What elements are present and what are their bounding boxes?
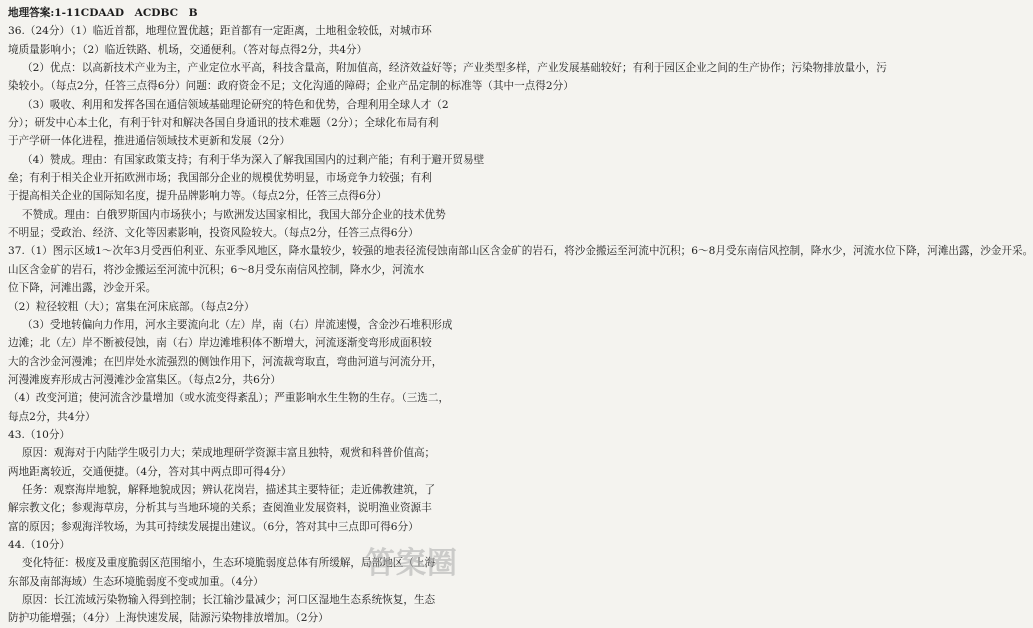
text-line: （3）受地转偏向力作用，河水主要流向北（左）岸，南（右）岸流速慢，含金沙石堆积形成	[22, 318, 453, 331]
text-line: 境质量影响小；（2）临近铁路、机场，交通便利。（答对每点得2分，共4分）	[8, 43, 368, 56]
text-line: 不明显；受政治、经济、文化等因素影响，投资风险较大。（每点2分，任答三点得6分）	[8, 227, 419, 240]
text-line: 原因：长江流域污染物输入得到控制；长江输沙量减少；河口区湿地生态系统恢复，生态	[22, 594, 436, 606]
text-line: 解宗教文化；参观海草房，分析其与当地环境的关系；查阅渔业发展资料，说明渔业资源丰	[8, 502, 432, 515]
text-line: 染较小。（每点2分，任答三点得6分）问题：政府资金不足；文化沟通的障碍；企业产品定制的标准等（其中一点得2分）	[8, 80, 574, 93]
text-line: 37.（1）图示区域1～次年3月受西伯利亚、东亚季风地区，降水量较少，较强的地表径流侵蚀南部山区含金矿的岩石，将沙金搬运至河流中沉积；6～8月受东南信风控制，降水少，河流水位下降，河滩出露，沙金开采。	[8, 245, 1033, 258]
text-line: （3）吸收、利用和发挥各国在通信领域基础理论研究的特色和优势，合理利用全球人才（2	[22, 98, 449, 111]
text-line: 大的含沙金河漫滩；在凹岸处水流强烈的侧蚀作用下，河流裁弯取直，弯曲河道与河流分开，	[8, 355, 443, 368]
text-line: 两地距离较近，交通便捷。（4分，答对其中两点即可得4分）	[8, 465, 292, 478]
text-line: 富的原因；参观海洋牧场，为其可持续发展提出建议。（6分，答对其中三点即可得6分）	[8, 520, 419, 533]
text-line: 44.（10分）	[8, 538, 71, 551]
text-line: 地理答案:1-11CDAAD ACDBC B	[8, 7, 198, 19]
answer-text-block	[8, 4, 1033, 628]
text-line: 43.（10分）	[8, 428, 71, 441]
text-line: 位下降，河滩出露，沙金开采。	[8, 282, 157, 295]
text-line: 于产学研一体化进程，推进通信领域技术更新和发展（2分）	[8, 135, 291, 148]
text-line: 防护功能增强；（4分）上海快速发展，陆源污染物排放增加。（2分）	[8, 612, 329, 625]
text-line: （2）优点：以高新技术产业为主，产业定位水平高，科技含量高，附加值高，经济效益好等；产业类型多样，产业发展基础较好；有利于园区企业之间的生产协作；污染物排放量小，污	[22, 62, 887, 75]
text-line: （2）粒径较粗（大）；富集在河床底部。（每点2分）	[8, 300, 255, 313]
watermark-logo: 答案圈	[365, 546, 458, 581]
text-line: 于提高相关企业的国际知名度，提升品牌影响力等。（每点2分，任答三点得6分）	[8, 190, 387, 203]
text-line: （4）改变河道；使河流含沙量增加（或水流变得紊乱）；严重影响水生生物的生存。（三选二，	[8, 392, 450, 405]
text-line: 分）；研发中心本土化，有利于针对和解决各国自身通讯的技术难题（2分）；全球化布局有利	[8, 117, 439, 130]
text-line: （4）赞成。理由：有国家政策支持；有利于华为深入了解我国国内的过剩产能；有利于避开贸易壁	[22, 153, 485, 166]
text-line: 垒；有利于相关企业开拓欧洲市场；我国部分企业的规模优势明显，市场竞争力较强；有利	[8, 172, 432, 185]
text-line: 东部及南部海域）生态环境脆弱度不变或加重。（4分）	[8, 575, 264, 588]
text-line: 36.（24分）（1）临近首都，地理位置优越；距首都有一定距离，土地租金较低，对城市环	[8, 25, 432, 38]
text-line: 每点2分，共4分）	[8, 410, 96, 423]
text-line: 不赞成。理由：白俄罗斯国内市场狭小；与欧洲发达国家相比，我国大部分企业的技术优势	[22, 208, 446, 221]
text-line: 任务：观察海岸地貌，解释地貌成因；辨认花岗岩，描述其主要特征；走近佛教建筑，了	[22, 483, 436, 496]
text-line: 变化特征：极度及重度脆弱区范围缩小，生态环境脆弱度总体有所缓解，局部地区（上海	[22, 557, 436, 570]
text-line: 原因：观海对于内陆学生吸引力大；荣成地理研学资源丰富且独特，观赏和科普价值高；	[22, 447, 436, 460]
text-line: 边滩；北（左）岸不断被侵蚀，南（右）岸边滩堆积体不断增大，河流逐渐变弯形成面积较	[8, 337, 432, 350]
text-line: 山区含金矿的岩石，将沙金搬运至河流中沉积；6～8月受东南信风控制，降水少，河流水	[8, 263, 425, 276]
text-line: 河漫滩废弃形成古河漫滩沙金富集区。（每点2分，共6分）	[8, 373, 282, 386]
